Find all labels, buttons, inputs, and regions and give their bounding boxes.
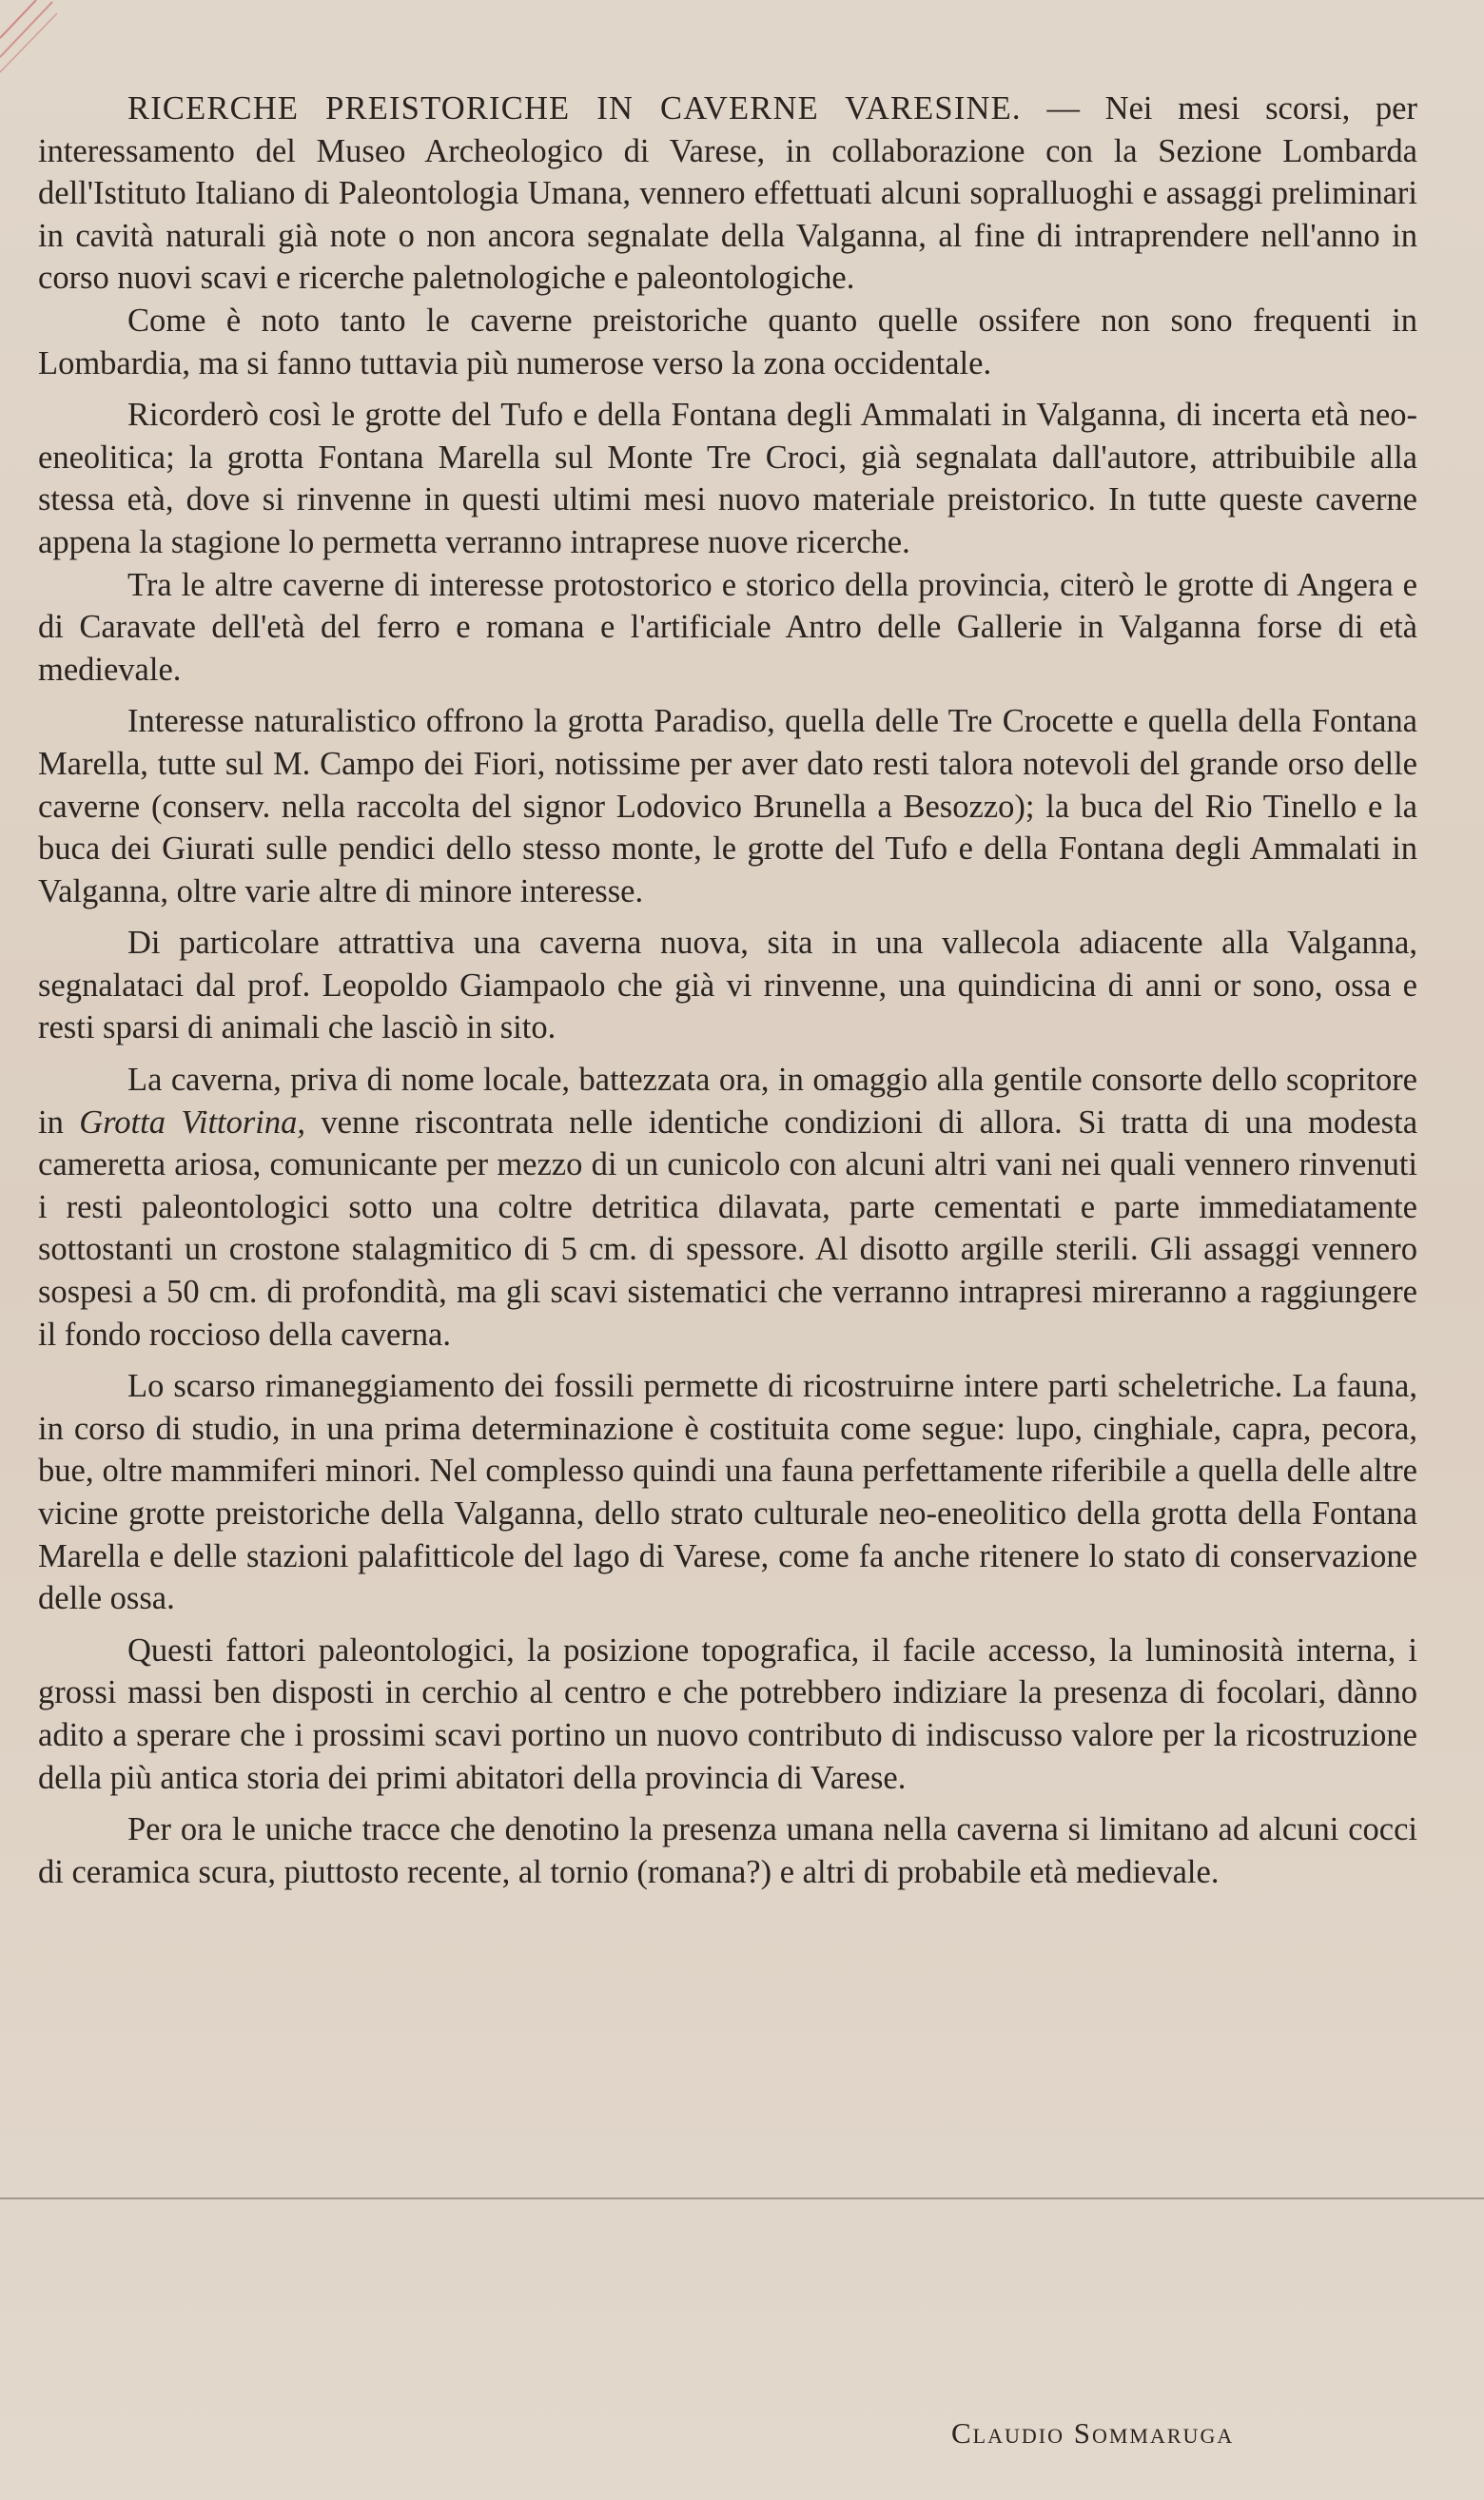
paragraph-text: La caverna, priva di nome locale, battezzata ora, in omaggio alla gentile consorte dello scopritore in [38,1062,1417,1141]
paper-edge-marks [0,0,57,76]
paragraph-5: Interesse naturalistico offrono la grotta Paradiso, quella delle Tre Crocette e quella della Fontana Marella, tutte sul M. Campo dei Fiori, notissime per aver dato resti talora notevoli del grande orso delle caverne (conserv. nella raccolta del signor Lodovico Brunella a Besozzo); la buca del Rio Tinello e la buca dei Giurati sulle pendici dello stesso monte, le grotte del Tufo e della Fontana degli Ammalati in Valganna, oltre varie altre di minore interesse. [38,703,1417,909]
cave-name-italic: Grotta Vittorina, [79,1104,306,1141]
paragraph-9: Questi fattori paleontologici, la posizione topografica, il facile accesso, la luminosità interna, i grossi massi ben disposti in cerchio al centro e che potrebbero indiziare la presenza di focolari, dànno adito a sperare che i prossimi scavi portino un nuovo contributo di indiscusso valore per la ricostruzione della più antica storia dei primi abitatori della provincia di Varese. [38,1631,1417,1796]
article-headline: RICERCHE PREISTORICHE IN CAVERNE VARESINE. [127,90,1022,127]
paragraph-2: Come è noto tanto le caverne preistoriche quanto quelle ossifere non sono frequenti in Lombardia, ma si fanno tuttavia più numerose verso la zona occidentale. [38,302,1417,381]
author-signature: Claudio Sommaruga [951,2416,1235,2450]
article-body [38,88,1417,1893]
paragraph-4: Tra le altre caverne di interesse protostorico e storico della provincia, citerò le grotte di Angera e di Caravate dell'età del ferro e romana e l'artificiale Antro delle Gallerie in Valganna forse di età medievale. [38,566,1417,688]
paragraph-3: Ricorderò così le grotte del Tufo e della Fontana degli Ammalati in Valganna, di incerta età neo-eneolitica; la grotta Fontana Marella sul Monte Tre Croci, già segnalata dall'autore, attribuibile alla stessa età, dove si rinvenne in questi ultimi mesi nuovo materiale preistorico. In tutte queste caverne appena la stagione lo permetta verranno intraprese nuove ricerche. [38,397,1417,560]
fold-line [0,2197,1484,2199]
paragraph-1 [38,88,1417,300]
paragraph-7 [38,1059,1417,1356]
paragraph-8: Lo scarso rimaneggiamento dei fossili permette di ricostruirne intere parti scheletriche. La fauna, in corso di studio, in una prima determinazione è costituita come segue: lupo, cinghiale, capra, pecora, bue, oltre mammiferi minori. Nel complesso quindi una fauna perfettamente riferibile a quella delle altre vicine grotte preistoriche della Valganna, dello strato culturale neo-eneolitico della grotta della Fontana Marella e delle stazioni palafitticole del lago di Varese, come fa anche ritenere lo stato di conservazione delle ossa. [38,1368,1417,1617]
paragraph-6: Di particolare attrattiva una caverna nuova, sita in una vallecola adiacente alla Valganna, segnalataci dal prof. Leopoldo Giampaolo che già vi rinvenne, una quindicina di anni or sono, ossa e resti sparsi di animali che lasciò in sito. [38,925,1417,1046]
paragraph-text: — Nei mesi scorsi, per interessamento del Museo Archeologico di Varese, in collaborazione con la Sezione Lombarda dell'Istituto Italiano di Paleontologia Umana, vennero effettuati alcuni sopralluoghi e assaggi preliminari in cavità naturali già note o non ancora segnalate della Valganna, al fine di intraprendere nell'anno in corso nuovi scavi e ricerche paletnologiche e paleontologiche. [38,90,1417,297]
paragraph-10: Per ora le uniche tracce che denotino la presenza umana nella caverna si limitano ad alcuni cocci di ceramica scura, piuttosto recente, al tornio (romana?) e altri di probabile età medievale. [38,1811,1417,1890]
paragraph-text: venne riscontrata nelle identiche condizioni di allora. Si tratta di una modesta cameretta ariosa, comunicante per mezzo di un cunicolo con alcuni altri vani nei quali vennero rinvenuti i resti paleontologici sotto una coltre detritica dilavata, parte cementati e parte immediatamente sottostanti un crostone stalagmitico di 5 cm. di spessore. Al disotto argille sterili. Gli assaggi vennero sospesi a 50 cm. di profondità, ma gli scavi sistematici che verranno intrapresi mireranno a raggiungere il fondo roccioso della caverna. [38,1104,1418,1353]
